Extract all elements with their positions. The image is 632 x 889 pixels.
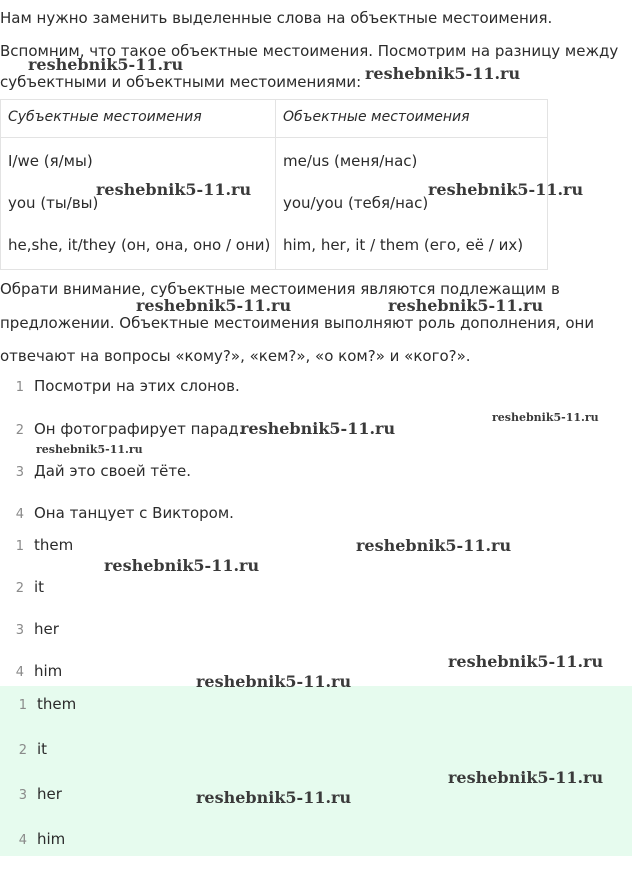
list-number: 1 <box>15 380 24 395</box>
list-item <box>0 502 234 524</box>
watermark: reshebnik5-11.ru <box>104 556 260 575</box>
watermark: reshebnik5-11.ru <box>448 652 604 671</box>
list-text: Она танцует с Виктором. <box>34 504 234 522</box>
watermark: reshebnik5-11.ru <box>196 788 352 807</box>
list-number: 3 <box>15 623 24 638</box>
list-number: 1 <box>18 698 27 713</box>
list-item <box>0 618 59 640</box>
table-cell: you (ты/вы) <box>8 194 99 212</box>
watermark: reshebnik5-11.ru <box>492 411 599 424</box>
list-number: 2 <box>18 743 27 758</box>
list-item <box>0 738 47 760</box>
watermark: reshebnik5-11.ru <box>196 672 352 691</box>
list-item <box>0 783 62 805</box>
list-text: them <box>37 695 77 713</box>
explain-text-line-1: Вспомним, что такое объектные местоимения. Посмотрим на разницу между <box>0 42 619 60</box>
list-text: Он фотографирует парад. <box>34 420 244 438</box>
list-number: 4 <box>15 507 24 522</box>
table-header-subject: Субъектные местоимения <box>8 109 202 125</box>
list-item <box>0 418 243 440</box>
list-item <box>0 460 191 482</box>
list-item <box>0 693 76 715</box>
intro-text: Нам нужно заменить выделенные слова на объектные местоимения. <box>0 9 553 27</box>
table-header-divider <box>1 137 547 138</box>
watermark: reshebnik5-11.ru <box>365 64 521 83</box>
table-cell: him, her, it / them (его, её / их) <box>283 236 524 254</box>
list-number: 4 <box>15 665 24 680</box>
watermark: reshebnik5-11.ru <box>448 768 604 787</box>
list-item <box>0 576 44 598</box>
table-cell: I/we (я/мы) <box>8 152 93 170</box>
explain-text-line-2: субъектными и объектными местоимениями: <box>0 73 362 91</box>
list-text: him <box>37 830 66 848</box>
watermark: reshebnik5-11.ru <box>36 443 143 456</box>
list-text: her <box>37 785 62 803</box>
list-item <box>0 828 65 850</box>
table-cell: you/you (тебя/нас) <box>283 194 429 212</box>
list-text: it <box>37 740 48 758</box>
note-text-line-3: отвечают на вопросы «кому?», «кем?», «о ком?» и «кого?». <box>0 347 471 365</box>
list-text: Посмотри на этих слонов. <box>34 377 240 395</box>
list-number: 3 <box>18 788 27 803</box>
list-text: them <box>34 536 74 554</box>
watermark: reshebnik5-11.ru <box>28 55 184 74</box>
list-number: 4 <box>18 833 27 848</box>
table-column-divider <box>275 100 276 269</box>
list-item <box>0 660 62 682</box>
note-text-line-2: предложении. Объектные местоимения выполняют роль дополнения, они <box>0 314 595 332</box>
list-number: 3 <box>15 465 24 480</box>
list-number: 1 <box>15 539 24 554</box>
list-text: her <box>34 620 59 638</box>
watermark: reshebnik5-11.ru <box>356 536 512 555</box>
note-text-line-1: Обрати внимание, субъектные местоимения являются подлежащим в <box>0 280 560 298</box>
watermark: reshebnik5-11.ru <box>240 419 396 438</box>
table-cell: he,she, it/they (он, она, оно / они) <box>8 236 271 254</box>
watermark: reshebnik5-11.ru <box>388 296 544 315</box>
list-text: it <box>34 578 45 596</box>
list-item <box>0 375 240 397</box>
table-header-object: Объектные местоимения <box>283 109 470 125</box>
list-item <box>0 534 73 556</box>
list-text: him <box>34 662 63 680</box>
list-number: 2 <box>15 581 24 596</box>
list-number: 2 <box>15 423 24 438</box>
list-text: Дай это своей тёте. <box>34 462 192 480</box>
watermark: reshebnik5-11.ru <box>96 180 252 199</box>
table-cell: me/us (меня/нас) <box>283 152 418 170</box>
watermark: reshebnik5-11.ru <box>428 180 584 199</box>
watermark: reshebnik5-11.ru <box>136 296 292 315</box>
